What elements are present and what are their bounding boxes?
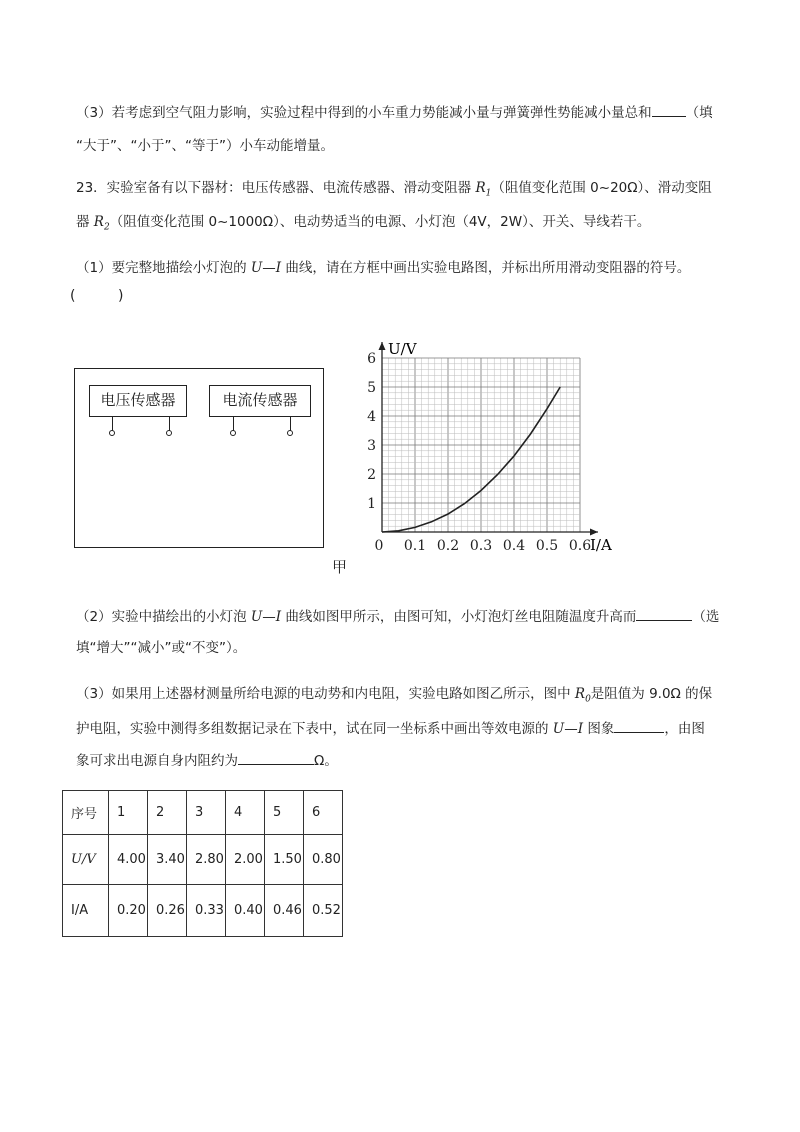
data-table: [62, 790, 343, 937]
figure-label: 甲: [332, 558, 348, 576]
table-cell: 序号: [63, 791, 109, 835]
graph-axes: [379, 342, 599, 536]
table-cell: 1: [109, 791, 148, 835]
table-cell: I/A: [63, 885, 109, 937]
table-cell: 0.20: [109, 885, 148, 937]
y-tick-label: 5: [367, 380, 376, 396]
q23-line1: 23．实验室备有以下器材：电压传感器、电流传感器、滑动变阻器 $R_1$（阻值变化范围 0~20Ω）、滑动变阻: [76, 180, 712, 199]
table-cell: 6: [304, 791, 343, 835]
x-tick-label: 0.3: [469, 538, 493, 554]
terminal-dot: [230, 430, 236, 436]
y-tick-label: 4: [367, 409, 376, 425]
table-cell: 3: [187, 791, 226, 835]
sub3-line1: （3）如果用上述器材测量所给电源的电动势和内电阻，实验电路如图乙所示，图中 $R_0$是阻值为 9.0Ω 的保: [76, 686, 713, 705]
table-cell: 0.33: [187, 885, 226, 937]
table-cell: 4.00: [109, 835, 148, 885]
table-cell: 3.40: [148, 835, 187, 885]
y-tick-label: 1: [367, 496, 376, 512]
graph-tick-labels: [367, 351, 591, 554]
terminal-dot: [109, 430, 115, 436]
table-cell: 0.46: [265, 885, 304, 937]
answer-parentheses[interactable]: ( ): [70, 288, 124, 304]
table-cell: 0.40: [226, 885, 265, 937]
table-row: [63, 885, 343, 937]
graph-grid: [382, 358, 580, 532]
current-sensor: 电流传感器: [209, 385, 311, 417]
x-tick-label: 0.5: [535, 538, 559, 554]
x-axis-arrow: [590, 529, 598, 536]
x-tick-label: 0.6: [568, 538, 592, 554]
y-axis-arrow: [379, 342, 386, 350]
terminal-dot: [166, 430, 172, 436]
table-cell: 0.80: [304, 835, 343, 885]
table-cell: 0.52: [304, 885, 343, 937]
terminal-lead: [169, 417, 170, 431]
terminal-dot: [287, 430, 293, 436]
table-cell: 1.50: [265, 835, 304, 885]
table-cell: 4: [226, 791, 265, 835]
table-cell: 2.00: [226, 835, 265, 885]
y-tick-label: 3: [367, 438, 376, 454]
u-i-curve: [382, 387, 560, 532]
terminal-lead: [290, 417, 291, 431]
sub3-line3: 象可求出电源自身内阻约为 Ω。: [76, 750, 338, 771]
table-cell: 5: [265, 791, 304, 835]
terminal-lead: [233, 417, 234, 431]
answer-blank[interactable]: [652, 102, 686, 117]
sub3-line2: 护电阻，实验中测得多组数据记录在下表中，试在同一坐标系中画出等效电源的 U—I 图象 ，由图: [76, 718, 705, 739]
u-i-graph: [340, 328, 612, 558]
answer-blank[interactable]: [614, 718, 664, 733]
table-row: [63, 791, 343, 835]
x-axis-label: I/A: [590, 536, 612, 554]
table-cell: 2.80: [187, 835, 226, 885]
y-axis-label: U/V: [388, 340, 417, 358]
table-row: [63, 835, 343, 885]
x-tick-label: 0.2: [436, 538, 460, 554]
prev-part3-line1: （3）若考虑到空气阻力影响，实验过程中得到的小车重力势能减小量与弹簧弹性势能减小量总和 （填: [76, 102, 713, 123]
x-tick-label: 0.4: [502, 538, 526, 554]
table-cell: 2: [148, 791, 187, 835]
sub2-line2: 填“增大”“减小”或“不变”）。: [76, 640, 247, 656]
voltage-sensor: 电压传感器: [89, 385, 187, 417]
prev-part3-line2: “大于”、“小于”、“等于”）小车动能增量。: [76, 138, 334, 154]
y-tick-label: 2: [367, 467, 376, 483]
answer-blank[interactable]: [636, 606, 692, 621]
x-tick-label: 0.1: [403, 538, 427, 554]
x-tick-label: 0: [374, 538, 384, 554]
y-tick-label: 6: [367, 351, 376, 367]
q23-line2: 器 $R_2$（阻值变化范围 0~1000Ω）、电动势适当的电源、小灯泡（4V，2W）、开关、导线若干。: [76, 214, 651, 233]
terminal-lead: [112, 417, 113, 431]
sub1-text: （1）要完整地描绘小灯泡的 U—I 曲线，请在方框中画出实验电路图，并标出所用滑动变阻器的符号。: [76, 260, 691, 276]
table-cell: U/V: [63, 835, 109, 885]
sub2-line1: （2）实验中描绘出的小灯泡 U—I 曲线如图甲所示，由图可知，小灯泡灯丝电阻随温度升高而 （选: [76, 606, 719, 627]
circuit-drawing-box[interactable]: [74, 368, 324, 548]
answer-blank[interactable]: [238, 750, 314, 765]
table-cell: 0.26: [148, 885, 187, 937]
